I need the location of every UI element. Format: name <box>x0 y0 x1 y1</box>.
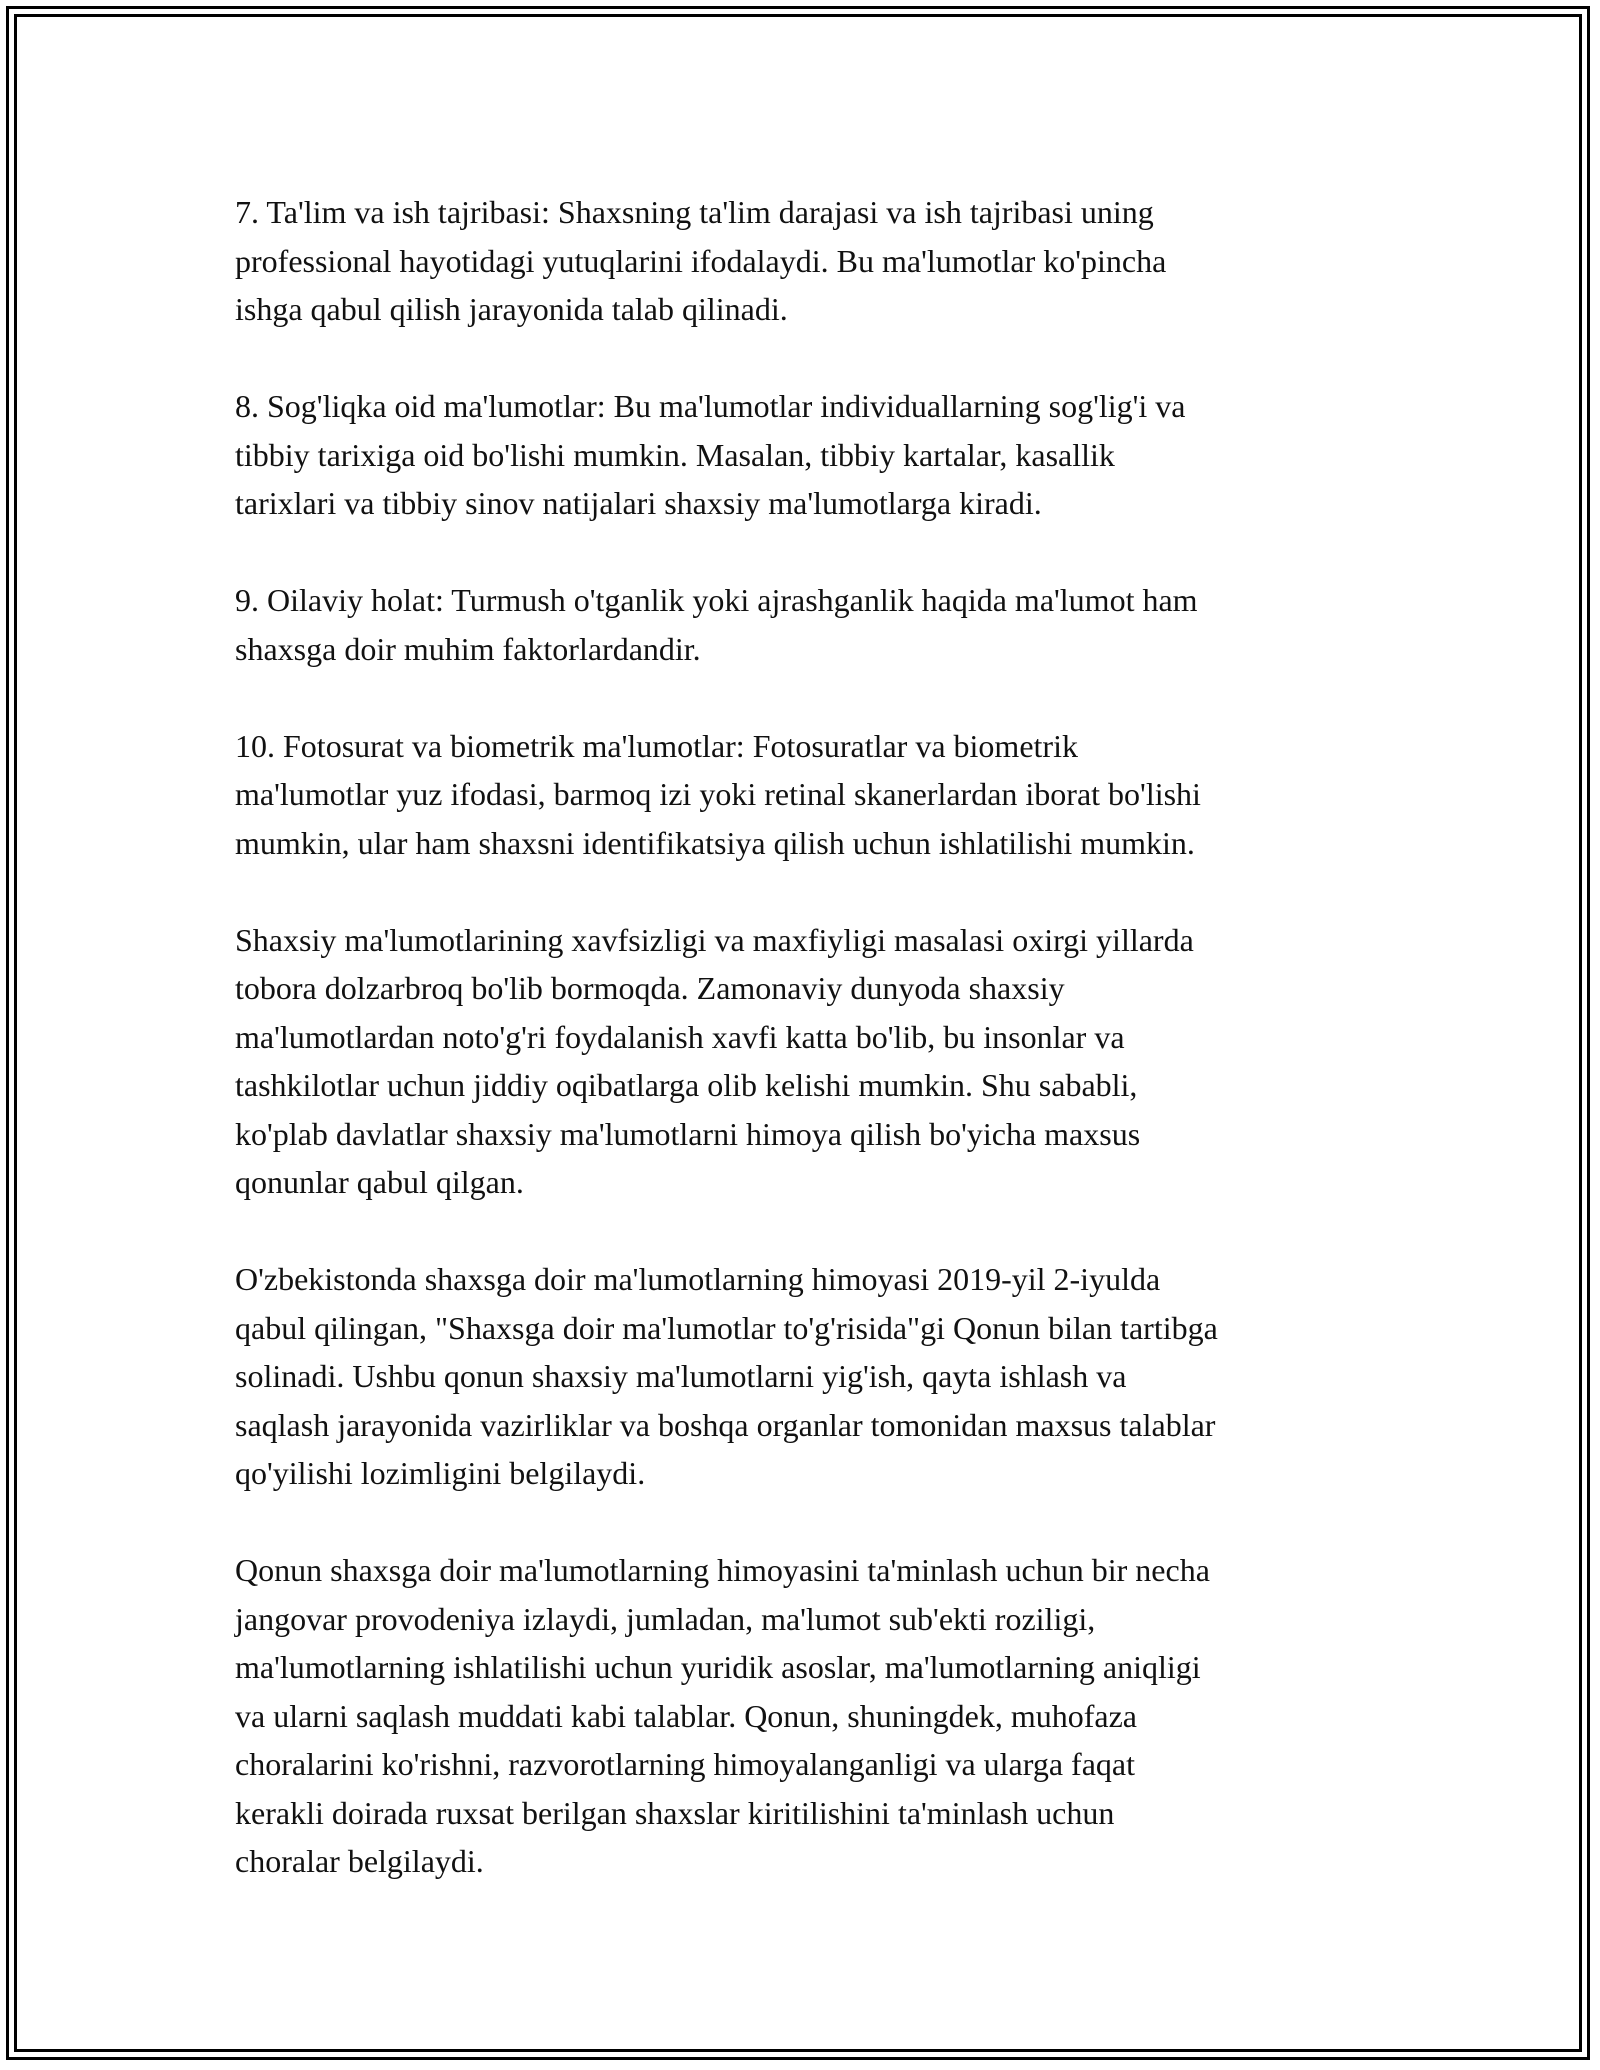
paragraph-education <box>235 188 1375 334</box>
text-line: 9. Oilaviy holat: Turmush o'tganlik yoki ajrashganlik haqida ma'lumot ham <box>235 582 1198 618</box>
text-line: solinadi. Ushbu qonun shaxsiy ma'lumotlarni yig'ish, qayta ishlash va <box>235 1358 1127 1394</box>
text-line: tashkilotlar uchun jiddiy oqibatlarga olib kelishi mumkin. Shu sababli, <box>235 1067 1138 1103</box>
text-line: 10. Fotosurat va biometrik ma'lumotlar: Fotosuratlar va biometrik <box>235 727 1078 764</box>
text-line: choralarini ko'rishni, razvorotlarning himoyalanganligi va ularga faqat <box>235 1746 1135 1782</box>
text-line: qo'yilishi lozimligini belgilaydi. <box>235 1455 646 1491</box>
text-line: Shaxsiy ma'lumotlarining xavfsizligi va maxfiyligi masalasi oxirgi yillarda <box>235 921 1194 958</box>
text-line: tobora dolzarbroq bo'lib bormoqda. Zamonaviy dunyoda shaxsiy <box>235 970 1065 1006</box>
text-line: kerakli doirada ruxsat berilgan shaxslar kiritilishini ta'minlash uchun <box>235 1794 1115 1831</box>
text-line: ma'lumotlarning ishlatilishi uchun yuridik asoslar, ma'lumotlarning aniqligi <box>235 1649 1201 1685</box>
text-line: mumkin, ular ham shaxsni identifikatsiya qilish uchun ishlatilishi mumkin. <box>235 824 1195 861</box>
text-line: tarixlari va tibbiy sinov natijalari shaxsiy ma'lumotlarga kiradi. <box>235 485 1042 521</box>
text-line: va ularni saqlash muddati kabi talablar. Qonun, shuningdek, muhofaza <box>235 1697 1137 1734</box>
text-line: ma'lumotlardan noto'g'ri foydalanish xavfi katta bo'lib, bu insonlar va <box>235 1018 1125 1055</box>
paragraph-law-requirements <box>235 1546 1375 1886</box>
text-line: choralar belgilaydi. <box>235 1843 484 1879</box>
text-line: tibbiy tarixiga oid bo'lishi mumkin. Masalan, tibbiy kartalar, kasallik <box>235 436 1115 473</box>
paragraph-health <box>235 382 1375 528</box>
text-line: qabul qilingan, "Shaxsga doir ma'lumotlar to'g'risida"gi Qonun bilan tartibga <box>235 1309 1218 1346</box>
document-body <box>235 188 1375 1886</box>
paragraph-security <box>235 916 1375 1207</box>
text-line: shaxsga doir muhim faktorlardandir. <box>235 630 701 667</box>
paragraph-uzbekistan-law <box>235 1255 1375 1498</box>
text-line: 8. Sog'liqka oid ma'lumotlar: Bu ma'lumotlar individuallarning sog'lig'i va <box>235 388 1186 424</box>
paragraph-biometrics <box>235 722 1375 868</box>
text-line: professional hayotidagi yutuqlarini ifodalaydi. Bu ma'lumotlar ko'pincha <box>235 242 1167 279</box>
text-line: ma'lumotlar yuz ifodasi, barmoq izi yoki retinal skanerlardan iborat bo'lishi <box>235 776 1201 812</box>
text-line: 7. Ta'lim va ish tajribasi: Shaxsning ta'lim darajasi va ish tajribasi uning <box>235 194 1154 230</box>
text-line: ishga qabul qilish jarayonida talab qilinadi. <box>235 291 788 327</box>
text-line: jangovar provodeniya izlaydi, jumladan, ma'lumot sub'ekti roziligi, <box>235 1600 1096 1637</box>
text-line: O'zbekistonda shaxsga doir ma'lumotlarning himoyasi 2019-yil 2-iyulda <box>235 1261 1161 1297</box>
text-line: Qonun shaxsga doir ma'lumotlarning himoyasini ta'minlash uchun bir necha <box>235 1552 1210 1588</box>
text-line: ko'plab davlatlar shaxsiy ma'lumotlarni himoya qilish bo'yicha maxsus <box>235 1115 1141 1152</box>
paragraph-family-status <box>235 576 1375 673</box>
text-line: qonunlar qabul qilgan. <box>235 1164 524 1200</box>
text-line: saqlash jarayonida vazirliklar va boshqa organlar tomonidan maxsus talablar <box>235 1406 1216 1443</box>
